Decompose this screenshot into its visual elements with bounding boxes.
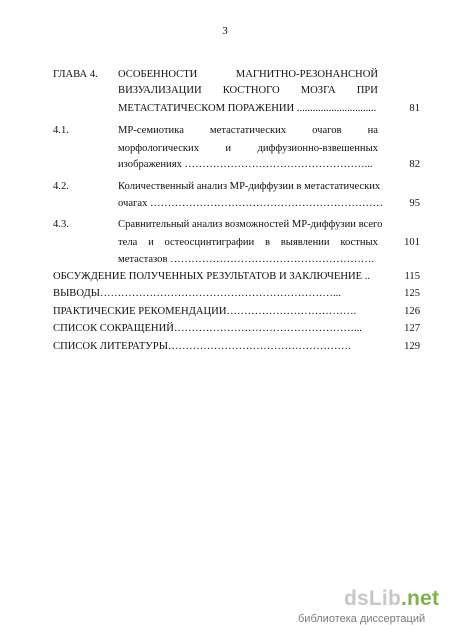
toc-chapter4-line2 — [118, 84, 378, 97]
logo-main-text: dsLib — [344, 587, 401, 610]
toc-chapter4-number: ГЛАВА 4. — [53, 69, 98, 80]
toc-4-2-line2: очагах ………………………………………………………… — [118, 198, 384, 209]
toc-4-2-line1: Количественный анализ МР-диффузии в метастатических — [118, 181, 381, 192]
toc-chapter4-line1 — [118, 68, 378, 81]
toc-word: диффузионно-взвешенных — [257, 143, 378, 154]
toc-word: и — [225, 143, 232, 154]
toc-word: в — [264, 237, 270, 248]
toc-4-1-line1 — [118, 124, 378, 137]
toc-4-2-page: 95 — [409, 198, 420, 209]
toc-word: метастатических — [209, 125, 287, 136]
toc-chapter4-line3: МЕТАСТАТИЧЕСКОМ ПОРАЖЕНИИ .............................. — [118, 103, 377, 114]
toc-literature-page: 129 — [404, 341, 420, 352]
toc-recommendations-page: 126 — [404, 306, 420, 317]
toc-4-1-page: 82 — [409, 159, 420, 170]
toc-word: и — [148, 237, 154, 248]
toc-4-3-line1: Сравнительный анализ возможностей МР-диффузии всего — [118, 219, 383, 230]
toc-4-2-number: 4.2. — [53, 181, 69, 192]
toc-word: ОСОБЕННОСТИ — [118, 69, 198, 80]
toc-word: морфологических — [118, 143, 200, 154]
toc-discussion-page: 115 — [404, 271, 420, 282]
toc-word: КОСТНОГО — [222, 85, 280, 96]
logo-suffix-text: .net — [401, 587, 440, 610]
toc-recommendations: ПРАКТИЧЕСКИЕ РЕКОМЕНДАЦИИ………………………………. — [53, 306, 357, 317]
toc-4-3-line3: метастазов …………………………………………………. — [118, 254, 375, 265]
toc-conclusions-page: 125 — [404, 288, 420, 299]
toc-4-3-line2 — [118, 236, 378, 249]
toc-abbreviations-page: 127 — [404, 323, 420, 334]
page-number: 3 — [222, 25, 228, 37]
toc-word: очагов — [312, 125, 342, 136]
toc-literature: СПИСОК ЛИТЕРАТУРЫ……………………………………………. — [53, 341, 351, 352]
toc-word: тела — [118, 237, 138, 248]
toc-4-3-page: 101 — [404, 237, 420, 248]
toc-4-1-line3: изображениях ……………………………………………... — [118, 159, 373, 170]
watermark-subtitle: библиотека диссертаций — [298, 613, 426, 625]
toc-word: МР-семиотика — [118, 125, 184, 136]
toc-word: выявлении — [280, 237, 330, 248]
toc-word: МОЗГА — [300, 85, 336, 96]
toc-word: остеосцинтиграфии — [164, 237, 255, 248]
toc-word: МАГНИТНО-РЕЗОНАНСНОЙ — [235, 69, 378, 80]
toc-4-3-number: 4.3. — [53, 219, 69, 230]
toc-word: на — [367, 125, 378, 136]
toc-word: ВИЗУАЛИЗАЦИИ — [118, 85, 202, 96]
toc-discussion: ОБСУЖДЕНИЕ ПОЛУЧЕННЫХ РЕЗУЛЬТАТОВ И ЗАКЛЮЧЕНИЕ .. — [53, 271, 371, 282]
toc-word: ПРИ — [356, 85, 378, 96]
toc-abbreviations: СПИСОК СОКРАЩЕНИЙ……………………………………………... — [53, 323, 362, 334]
toc-4-1-line2 — [118, 142, 378, 155]
toc-word: костных — [340, 237, 378, 248]
dslib-logo[interactable] — [344, 588, 439, 610]
toc-4-1-number: 4.1. — [53, 125, 69, 136]
toc-chapter4-page: 81 — [409, 103, 420, 114]
toc-conclusions: ВЫВОДЫ…………………………………………………………... — [53, 288, 341, 299]
